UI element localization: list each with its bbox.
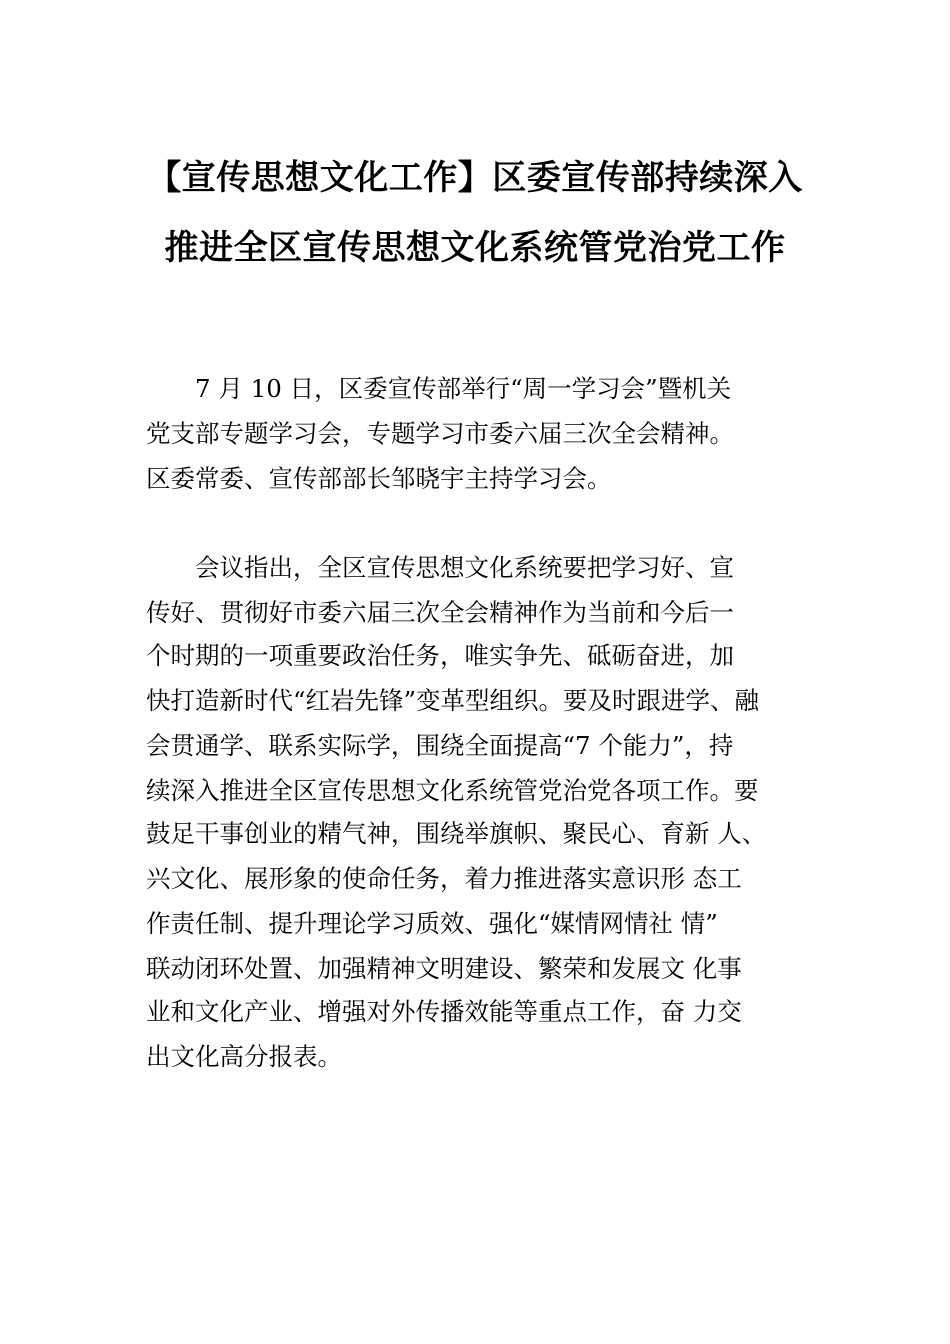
paragraph-2-line: 快打造新时代“红岩先锋”变革型组织。要及时跟进学、融	[146, 686, 760, 715]
paragraph-2-line: 个时期的一项重要政治任务，唯实争先、砥砺奋进，加	[146, 641, 734, 670]
paragraph-2-line: 会贯通学、联系实际学，围绕全面提高“7 个能力”，持	[146, 731, 734, 760]
paragraph-2-line: 续深入推进全区宣传思想文化系统管党治党各项工作。要	[146, 776, 759, 805]
paragraph-1-line: 区委常委、宣传部部长邹晓宇主持学习会。	[146, 464, 612, 493]
paragraph-2-line: 出文化高分报表。	[146, 1042, 342, 1071]
paragraph-2-line: 传好、贯彻好市委六届三次全会精神作为当前和今后一	[146, 598, 734, 627]
paragraph-1-line: 党支部专题学习会，专题学习市委六届三次全会精神。	[146, 419, 734, 448]
paragraph-2-line: 兴文化、展形象的使命任务，着力推进落实意识形 态工	[146, 864, 742, 893]
paragraph-2-line: 联动闭环处置、加强精神文明建设、繁荣和发展文 化事	[146, 954, 742, 983]
paragraph-2-line: 业和文化产业、增强对外传播效能等重点工作，奋 力交	[146, 997, 742, 1026]
paragraph-2-line: 会议指出，全区宣传思想文化系统要把学习好、宣	[146, 553, 734, 582]
document-title-line-1: 【宣传思想文化工作】区委宣传部持续深入	[147, 158, 803, 198]
paragraph-1-line: 7 月 10 日，区委宣传部举行“周一学习会”暨机关	[146, 374, 732, 403]
document-title-line-2: 推进全区宣传思想文化系统管党治党工作	[164, 228, 786, 268]
paragraph-2-line: 作责任制、提升理论学习质效、强化“媒情网情社 情”	[146, 909, 718, 938]
paragraph-2-line: 鼓足干事创业的精气神，围绕举旗帜、聚民心、育新 人、	[146, 819, 767, 848]
